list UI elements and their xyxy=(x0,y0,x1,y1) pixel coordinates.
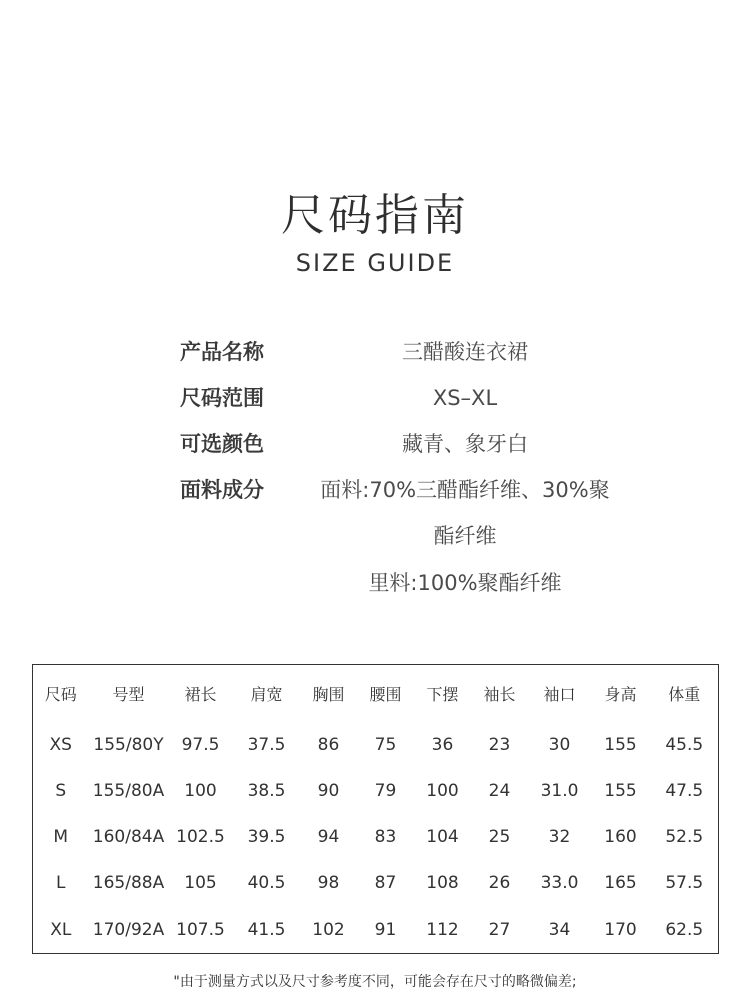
page-subtitle: SIZE GUIDE xyxy=(295,249,455,277)
table-cell: 100 xyxy=(426,780,459,801)
table-cell: XL xyxy=(50,919,72,940)
product-info xyxy=(180,336,640,566)
table-cell: 170/92A xyxy=(92,919,165,940)
table-cell: 36 xyxy=(431,734,454,755)
table-cell: 160/84A xyxy=(92,827,165,848)
table-cell: 155 xyxy=(604,734,637,755)
table-cell: 102 xyxy=(312,919,345,940)
table-cell: 25 xyxy=(488,827,511,848)
table-cell: 37.5 xyxy=(247,734,286,755)
fabric-value xyxy=(290,474,640,552)
table-cell: 155/80A xyxy=(92,780,165,801)
table-cell: 86 xyxy=(317,734,340,755)
table-cell: 32 xyxy=(548,827,571,848)
table-row xyxy=(33,860,719,906)
table-cell: 24 xyxy=(488,780,511,801)
table-cell: 104 xyxy=(426,827,459,848)
table-header-cell: 体重 xyxy=(668,684,701,704)
table-cell: XS xyxy=(49,734,72,755)
table-cell: 39.5 xyxy=(247,827,286,848)
table-cell: 91 xyxy=(374,919,397,940)
table-header-cell: 胸围 xyxy=(312,684,345,704)
page-title: 尺码指南 xyxy=(281,190,469,241)
table-cell: 94 xyxy=(317,827,340,848)
table-header-cell: 肩宽 xyxy=(250,684,283,704)
fabric-label: 面料成分 xyxy=(180,478,264,502)
table-cell: 98 xyxy=(317,873,340,894)
table-cell: 33.0 xyxy=(540,873,579,894)
table-row xyxy=(33,721,719,767)
table-cell: 75 xyxy=(374,734,397,755)
table-row xyxy=(33,907,719,954)
table-cell: 83 xyxy=(374,827,397,848)
table-cell: 34 xyxy=(548,919,571,940)
size-deviation-note: "由于测量方式以及尺寸参考度不同，可能会存在尺寸的略微偏差; xyxy=(173,974,577,990)
table-cell: 160 xyxy=(604,827,637,848)
table-cell: 31.0 xyxy=(540,780,579,801)
size-table-body xyxy=(33,665,719,954)
table-cell: 112 xyxy=(426,919,459,940)
table-cell: 26 xyxy=(488,873,511,894)
table-cell: 107.5 xyxy=(176,919,225,940)
table-cell: 38.5 xyxy=(247,780,286,801)
table-header-cell: 下摆 xyxy=(426,684,459,704)
table-header-cell: 身高 xyxy=(604,684,637,704)
table-cell: 23 xyxy=(488,734,511,755)
table-row xyxy=(33,814,719,860)
color-value: 藏青、象牙白 xyxy=(402,432,528,456)
table-cell: 41.5 xyxy=(247,919,286,940)
info-row-product xyxy=(180,336,640,368)
color-label: 可选颜色 xyxy=(180,432,264,456)
table-cell: 170 xyxy=(604,919,637,940)
product-name-label: 产品名称 xyxy=(180,340,264,364)
table-cell: 79 xyxy=(374,780,397,801)
table-header-cell: 腰围 xyxy=(369,684,402,704)
table-cell: 105 xyxy=(184,873,217,894)
table-cell: S xyxy=(55,780,67,801)
table-cell: 155/80Y xyxy=(93,734,164,755)
table-header-cell: 裙长 xyxy=(184,684,217,704)
table-row xyxy=(33,768,719,814)
table-header-cell: 尺码 xyxy=(44,684,77,704)
info-row-colors xyxy=(180,428,640,460)
table-cell: L xyxy=(56,873,66,894)
table-cell: 165/88A xyxy=(92,873,165,894)
lining-value: 里料:100%聚酯纤维 xyxy=(368,571,562,595)
table-cell: 165 xyxy=(604,873,637,894)
table-cell: 27 xyxy=(488,919,511,940)
product-name-value: 三醋酸连衣裙 xyxy=(402,340,528,364)
table-cell: 52.5 xyxy=(665,827,704,848)
table-cell: 62.5 xyxy=(665,919,704,940)
size-range-label: 尺码范围 xyxy=(180,386,264,410)
table-cell: 100 xyxy=(184,780,217,801)
table-header-row xyxy=(33,665,719,722)
table-cell: 57.5 xyxy=(665,873,704,894)
table-cell: 40.5 xyxy=(247,873,286,894)
table-cell: 155 xyxy=(604,780,637,801)
fabric-value-line-1: 面料:70%三醋酯纤维、30%聚 xyxy=(320,478,610,502)
table-cell: 97.5 xyxy=(181,734,220,755)
table-cell: M xyxy=(53,827,69,848)
table-cell: 102.5 xyxy=(176,827,225,848)
table-cell: 45.5 xyxy=(665,734,704,755)
info-row-fabric xyxy=(180,474,640,552)
table-header-cell: 袖长 xyxy=(483,684,516,704)
table-header-cell: 号型 xyxy=(112,684,145,704)
table-header-cell: 袖口 xyxy=(543,684,576,704)
info-row-size-range xyxy=(180,382,640,414)
size-table xyxy=(32,664,719,954)
table-cell: 87 xyxy=(374,873,397,894)
table-cell: 30 xyxy=(548,734,571,755)
table-cell: 47.5 xyxy=(665,780,704,801)
size-range-value: XS–XL xyxy=(432,386,498,410)
table-cell: 108 xyxy=(426,873,459,894)
fabric-value-line-2: 酯纤维 xyxy=(433,524,497,548)
table-cell: 90 xyxy=(317,780,340,801)
